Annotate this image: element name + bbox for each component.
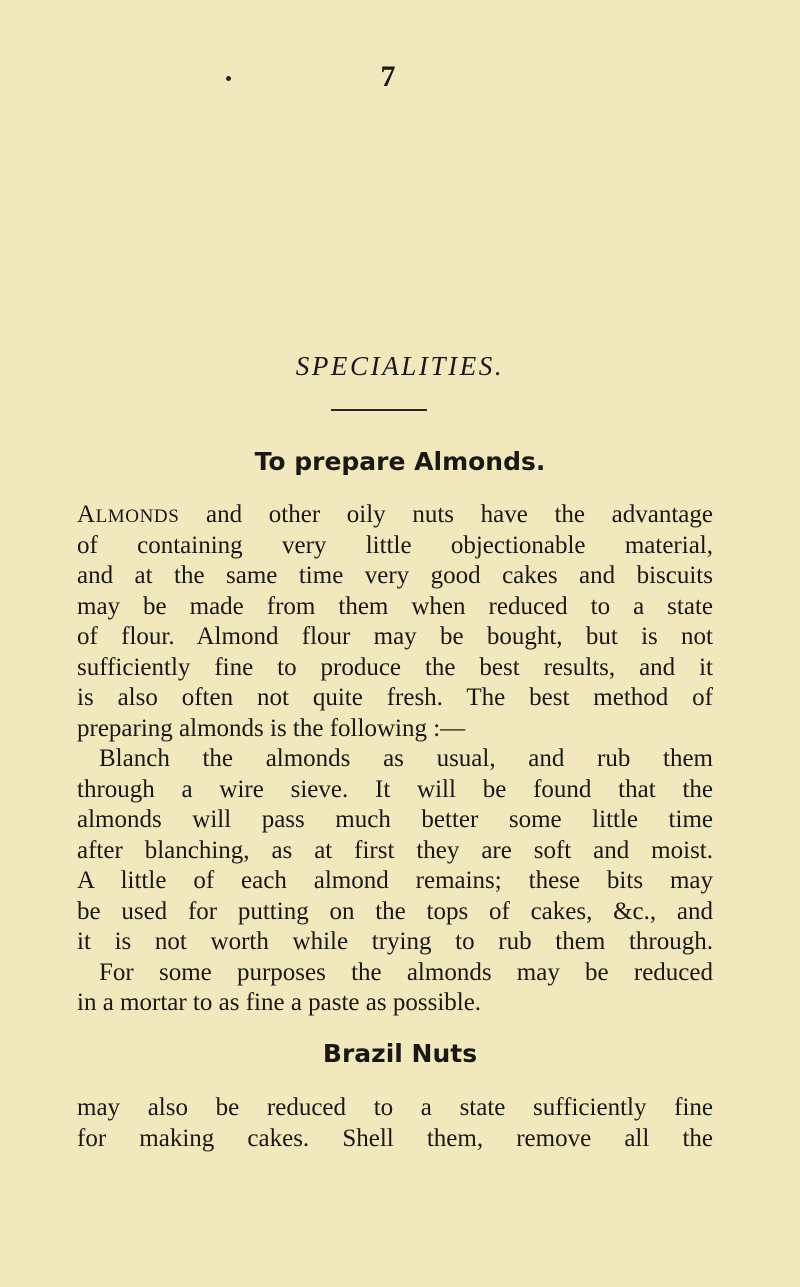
text-line: may be made from them when reduced to a state [77,592,713,620]
heading-rule [331,409,427,411]
drop-word-rest: LMONDS [95,506,180,527]
text-line: through a wire sieve. It will be found that the [77,775,713,803]
text-line: and at the same time very good cakes and biscuits [77,562,713,589]
almonds-paragraph [77,500,713,1019]
text-line: in a mortar to as fine a paste as possible. [77,989,482,1016]
text-line: is also often not quite fresh. The best method of [77,684,713,711]
text-line: sufficiently fine to produce the best results, and it [77,653,713,681]
text-line: preparing almonds is the following :— [77,714,466,742]
text-line: be used for putting on the tops of cakes, &c., and [77,897,713,925]
text-line [77,500,713,531]
text-line: after blanching, as at first they are soft and moist. [77,836,713,864]
text-line: A little of each almond remains; these bits may [77,867,713,894]
text-line: of containing very little objectionable material, [77,531,713,559]
text-line: for making cakes. Shell them, remove all the [77,1124,713,1152]
line-text: and other oily nuts have the advantage [179,501,713,528]
brazil-nuts-paragraph [77,1093,713,1154]
section-heading: SPECIALITIES. [295,351,505,381]
text-line: For some purposes the almonds may be reduced [99,958,713,986]
almonds-heading: To prepare Almonds. [254,447,546,476]
text-line: of flour. Almond flour may be bought, but is not [77,623,713,650]
text-line: almonds will pass much better some little time [77,806,713,833]
text-line: it is not worth while trying to rub them through. [77,928,713,955]
bullet-mark [226,76,231,81]
text-line: may also be reduced to a state sufficiently fine [77,1094,713,1121]
brazil-nuts-heading: Brazil Nuts [322,1039,478,1068]
drop-word-initial: A [77,501,96,528]
text-line: Blanch the almonds as usual, and rub them [99,745,713,772]
page-number: 7 [380,60,396,93]
